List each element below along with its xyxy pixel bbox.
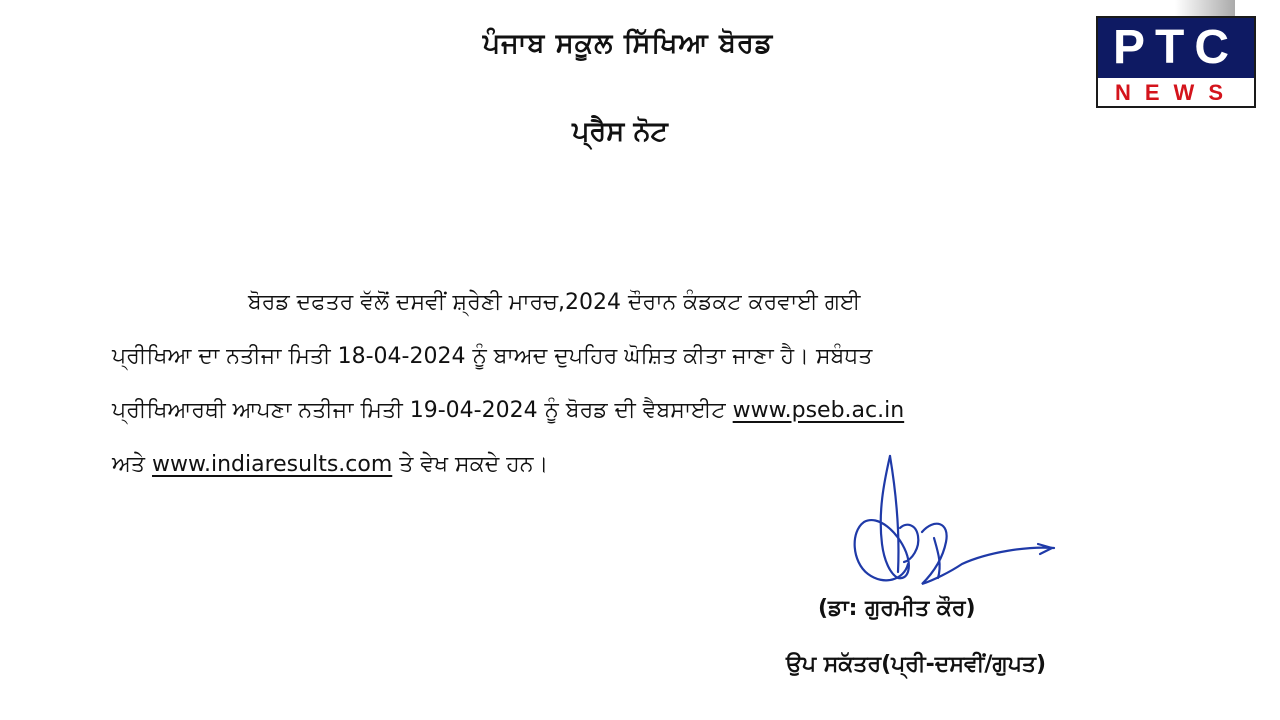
logo-bottom-text: NEWS bbox=[1115, 80, 1237, 105]
body-line-2: ਪ੍ਰੀਖਿਆ ਦਾ ਨਤੀਜਾ ਮਿਤੀ 18-04-2024 ਨੂੰ ਬਾਅਦ ਦੁਪਹਿਰ ਘੋਸ਼ਿਤ ਕੀਤਾ ਜਾਣਾ ਹੈ। ਸਬੰਧਤ bbox=[112, 344, 873, 369]
body-line-3-text: ਪ੍ਰੀਖਿਆਰਥੀ ਆਪਣਾ ਨਤੀਜਾ ਮਿਤੀ 19-04-2024 ਨੂੰ ਬੋਰਡ ਦੀ ਵੈਬਸਾਈਟ bbox=[112, 398, 726, 423]
document-title: ਪ੍ਰੈਸ ਨੋਟ bbox=[572, 116, 668, 147]
body-line-1: ਬੋਰਡ ਦਫਤਰ ਵੱਲੋਂ ਦਸਵੀਂ ਸ਼੍ਰੇਣੀ ਮਾਰਚ,2024 ਦੌਰਾਨ ਕੰਡਕਟ ਕਰਵਾਈ ਗਈ bbox=[248, 290, 861, 315]
signature-image bbox=[838, 452, 1058, 592]
body-line-4-suffix: ਤੇ ਵੇਖ ਸਕਦੇ ਹਨ। bbox=[399, 452, 549, 477]
logo-top-text: PTC bbox=[1098, 18, 1254, 78]
organization-title: ਪੰਜਾਬ ਸਕੂਲ ਸਿੱਖਿਆ ਬੋਰਡ bbox=[482, 28, 774, 59]
ptc-news-logo bbox=[1096, 16, 1256, 108]
body-line-3 bbox=[112, 384, 1132, 438]
indiaresults-website-link[interactable]: www.indiaresults.com bbox=[152, 452, 393, 477]
signatory-designation: ਉਪ ਸਕੱਤਰ(ਪ੍ਰੀ-ਦਸਵੀਂ/ਗੁਪਤ) bbox=[786, 652, 1047, 677]
body-line-4-prefix: ਅਤੇ bbox=[112, 452, 146, 477]
signatory-name: (ਡਾ: ਗੁਰਮੀਤ ਕੌਰ) bbox=[818, 596, 976, 621]
pseb-website-link[interactable]: www.pseb.ac.in bbox=[732, 398, 905, 423]
